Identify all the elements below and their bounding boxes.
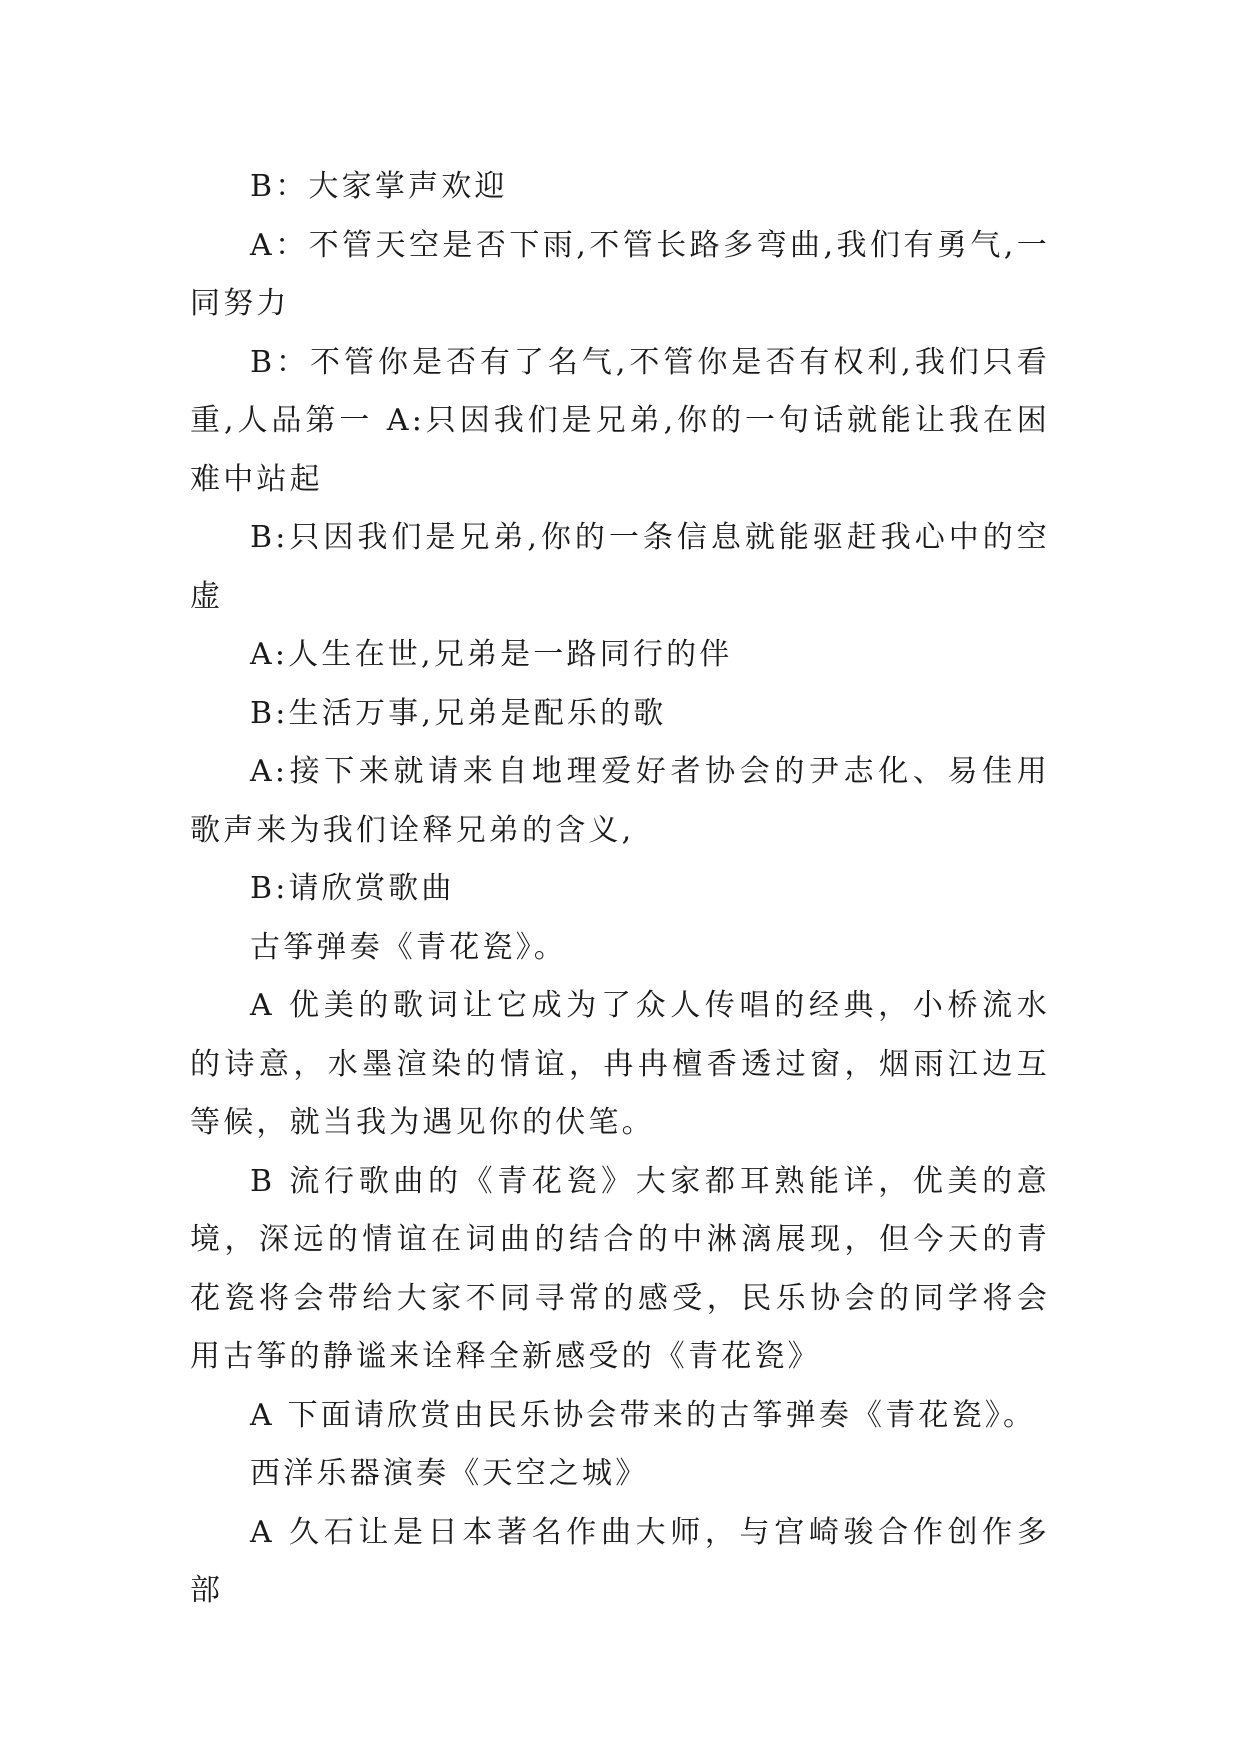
paragraph: B：大家掌声欢迎 (250, 169, 508, 204)
paragraph: A 久石让是日本著名作曲大师，与宫崎骏合作创作多部 (190, 1514, 1050, 1608)
paragraph: A:接下来就请来自地理爱好者协会的尹志化、易佳用歌声来为我们诠释兄弟的含义, (190, 754, 1050, 848)
paragraph: A 优美的歌词让它成为了众人传唱的经典，小桥流水的诗意，水墨渲染的情谊，冉冉檀香透过窗，烟雨江边互等候，就当我为遇见你的伏笔。 (190, 988, 1050, 1140)
paragraph: B:生活万事,兄弟是配乐的歌 (250, 695, 667, 731)
document-body (190, 158, 1050, 1621)
paragraph: A：不管天空是否下雨,不管长路多弯曲,我们有勇气,一同努力 (190, 227, 1050, 321)
paragraph: B：不管你是否有了名气,不管你是否有权利,我们只看重,人品第一 A:只因我们是兄弟,你的一句话就能让我在困难中站起 (190, 344, 1050, 497)
paragraph: 西洋乐器演奏《天空之城》 (250, 1456, 649, 1491)
paragraph: A 下面请欣赏由民乐协会带来的古筝弹奏《青花瓷》。 (250, 1397, 1037, 1433)
paragraph: 古筝弹奏《青花瓷》。 (250, 929, 567, 965)
paragraph: B:只因我们是兄弟,你的一条信息就能驱赶我心中的空虚 (190, 520, 1050, 614)
paragraph: B 流行歌曲的《青花瓷》大家都耳熟能详，优美的意境，深远的情谊在词曲的结合的中淋漓展现，但今天的青花瓷将会带给大家不同寻常的感受，民乐协会的同学将会用古筝的静谧来诠释全新感受的《青花瓷》 (190, 1163, 1050, 1374)
paragraph: A:人生在世,兄弟是一路同行的伴 (250, 637, 733, 672)
paragraph: B:请欣赏歌曲 (250, 871, 455, 906)
